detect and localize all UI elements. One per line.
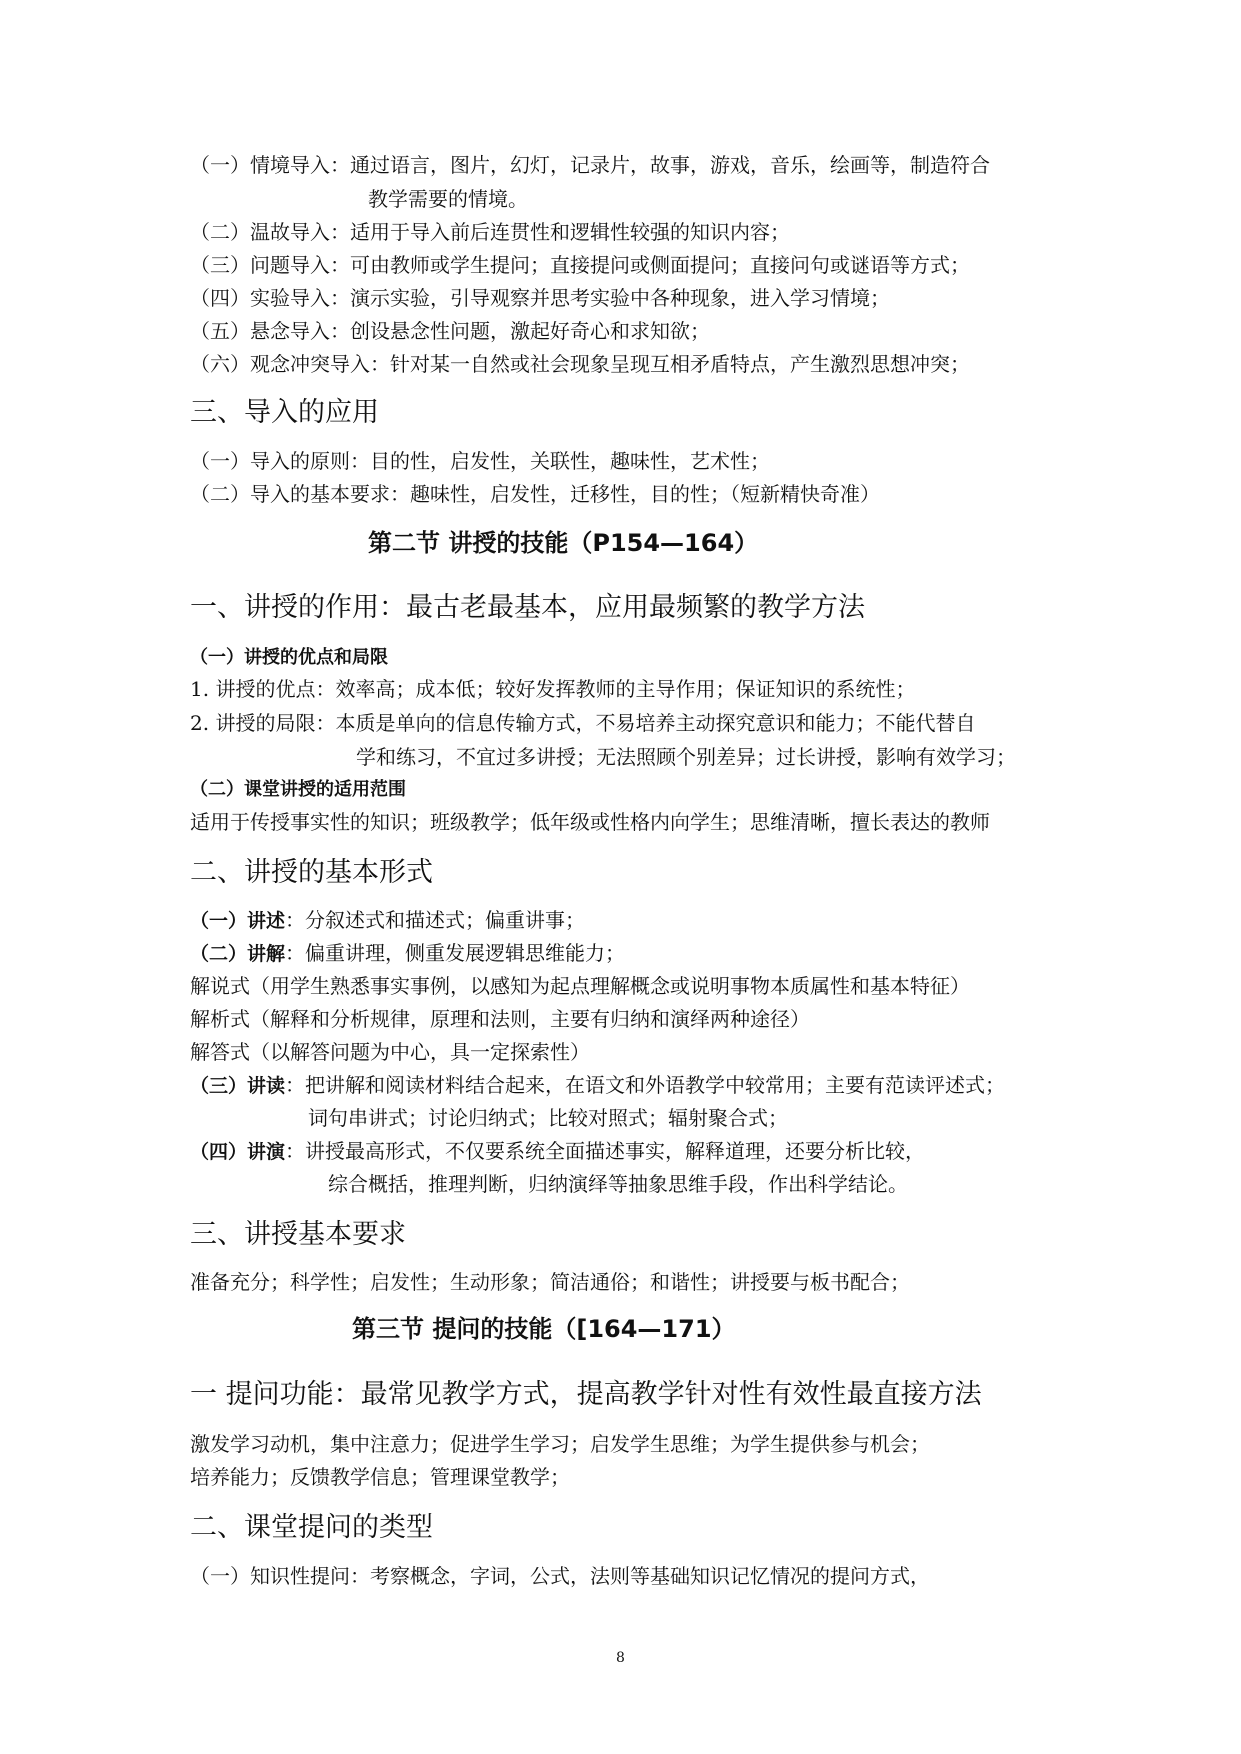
text-line: 激发学习动机，集中注意力；促进学生学习；启发学生思维；为学生提供参与机会； bbox=[190, 1432, 930, 1456]
text-line: （一）知识性提问：考察概念，字词，公式，法则等基础知识记忆情况的提问方式， bbox=[190, 1564, 930, 1588]
term-description: ：把讲解和阅读材料结合起来，在语文和外语教学中较常用；主要有范读评述式； bbox=[285, 1073, 1006, 1097]
text-line: 综合概括，推理判断，归纳演绎等抽象思维手段，作出科学结论。 bbox=[328, 1172, 908, 1196]
text-line: 词句串讲式；讨论归纳式；比较对照式；辐射聚合式； bbox=[308, 1106, 788, 1130]
text-line bbox=[190, 1072, 1005, 1099]
bold-term: （一）讲述 bbox=[190, 910, 286, 932]
section-heading: 一 提问功能：最常见教学方式，提高教学针对性有效性最直接方法 bbox=[190, 1379, 982, 1410]
section-heading: 二、课堂提问的类型 bbox=[190, 1512, 433, 1543]
subheading: （二）课堂讲授的适用范围 bbox=[190, 779, 406, 800]
text-line: （一）情境导入：通过语言，图片，幻灯，记录片，故事，游戏，音乐，绘画等，制造符合 bbox=[190, 153, 990, 177]
text-line: 2. 讲授的局限：本质是单向的信息传输方式，不易培养主动探究意识和能力；不能代替自 bbox=[190, 711, 976, 735]
text-line bbox=[190, 1138, 925, 1165]
page-number: 8 bbox=[616, 1650, 625, 1666]
text-line: （二）导入的基本要求：趣味性，启发性，迁移性，目的性；（短新精快奇准） bbox=[190, 482, 880, 506]
text-line bbox=[190, 940, 625, 967]
text-line bbox=[190, 907, 585, 934]
bold-term: （二）讲解 bbox=[190, 943, 286, 965]
text-line: 准备充分；科学性；启发性；生动形象；简洁通俗；和谐性；讲授要与板书配合； bbox=[190, 1270, 910, 1294]
text-line: 学和练习，不宜过多讲授；无法照顾个别差异；过长讲授，影响有效学习； bbox=[356, 745, 1016, 769]
text-line: （一）导入的原则：目的性，启发性，关联性，趣味性，艺术性； bbox=[190, 449, 770, 473]
text-line: 解答式（以解答问题为中心，具一定探索性） bbox=[190, 1040, 590, 1064]
section-title: 第三节 提问的技能（[164—171） bbox=[352, 1315, 736, 1343]
text-line: 解析式（解释和分析规律，原理和法则，主要有归纳和演绎两种途径） bbox=[190, 1007, 810, 1031]
text-line: （三）问题导入：可由教师或学生提问；直接提问或侧面提问；直接问句或谜语等方式； bbox=[190, 253, 970, 277]
section-heading: 一、讲授的作用：最古老最基本，应用最频繁的教学方法 bbox=[190, 592, 865, 623]
text-line: （五）悬念导入：创设悬念性问题，激起好奇心和求知欲； bbox=[190, 319, 710, 343]
section-heading: 三、导入的应用 bbox=[190, 397, 379, 428]
term-description: ：偏重讲理，侧重发展逻辑思维能力； bbox=[285, 941, 626, 965]
text-line: 培养能力；反馈教学信息；管理课堂教学； bbox=[190, 1465, 570, 1489]
text-line: （四）实验导入：演示实验，引导观察并思考实验中各种现象，进入学习情境； bbox=[190, 286, 890, 310]
term-description: ：分叙述式和描述式；偏重讲事； bbox=[285, 908, 586, 932]
text-line: 适用于传授事实性的知识；班级教学；低年级或性格内向学生；思维清晰，擅长表达的教师 bbox=[190, 810, 990, 834]
subheading: （一）讲授的优点和局限 bbox=[190, 647, 388, 668]
text-line: （二）温故导入：适用于导入前后连贯性和逻辑性较强的知识内容； bbox=[190, 220, 790, 244]
text-line: 解说式（用学生熟悉事实事例，以感知为起点理解概念或说明事物本质属性和基本特征） bbox=[190, 974, 970, 998]
text-line: （六）观念冲突导入：针对某一自然或社会现象呈现互相矛盾特点，产生激烈思想冲突； bbox=[190, 352, 970, 376]
text-line: 1. 讲授的优点：效率高；成本低；较好发挥教师的主导作用；保证知识的系统性； bbox=[190, 677, 916, 701]
section-heading: 三、讲授基本要求 bbox=[190, 1219, 406, 1250]
section-title: 第二节 讲授的技能（P154—164） bbox=[368, 529, 759, 557]
bold-term: （四）讲演 bbox=[190, 1141, 286, 1163]
section-heading: 二、讲授的基本形式 bbox=[190, 857, 433, 888]
term-description: ：讲授最高形式，不仅要系统全面描述事实，解释道理，还要分析比较， bbox=[285, 1139, 926, 1163]
bold-term: （三）讲读 bbox=[190, 1075, 286, 1097]
text-line: 教学需要的情境。 bbox=[368, 187, 528, 211]
